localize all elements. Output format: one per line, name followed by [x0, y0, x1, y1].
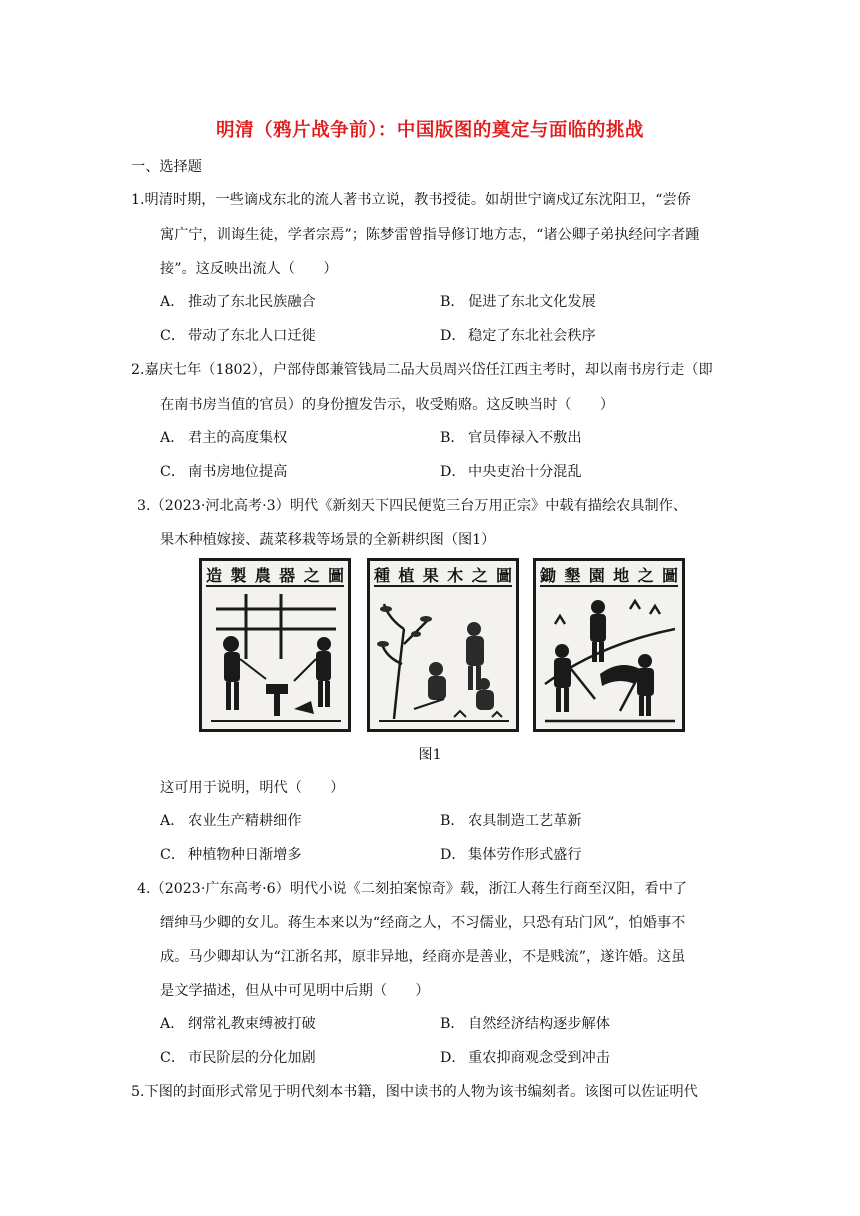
document-title: 明清（鸦片战争前）：中国版图的奠定与面临的挑战: [216, 120, 644, 141]
panel-caption-char: 造: [206, 565, 223, 585]
woodcut-illustration: [374, 589, 514, 727]
panel-caption-char: 園: [588, 565, 605, 585]
panel-caption-char: 墾: [564, 565, 581, 585]
panel-caption-char: 之: [471, 565, 488, 585]
panel-caption-char: 之: [303, 565, 320, 585]
panel-caption-char: 之: [637, 565, 654, 585]
figure-caption: 图1: [418, 747, 442, 763]
question-4-line-4: 是文学描述，但从中可见明中后期（ ）: [160, 983, 430, 999]
question-2-option-a[interactable]: [160, 428, 287, 448]
option-text: 南书房地位提高: [188, 464, 288, 480]
panel-caption-char: 製: [230, 565, 247, 585]
option-key: D．: [440, 464, 466, 480]
panel-caption-char: 木: [447, 565, 464, 585]
section-heading: 一、选择题: [131, 159, 202, 175]
option-text: 自然经济结构逐步解体: [468, 1016, 610, 1032]
option-text: 君主的高度集权: [188, 430, 288, 446]
question-3-line-2: 果木种植嫁接、蔬菜移栽等场景的全新耕织图（图1）: [160, 532, 496, 548]
question-4-option-b[interactable]: [440, 1014, 610, 1034]
option-text: 官员俸禄入不敷出: [468, 430, 582, 446]
option-text: 稳定了东北社会秩序: [468, 328, 596, 344]
option-key: D．: [440, 328, 466, 344]
panel-caption-char: 器: [279, 565, 296, 585]
question-2-option-d[interactable]: [440, 462, 582, 482]
panel-caption-char: 圖: [495, 565, 512, 585]
question-1-option-d[interactable]: [440, 326, 596, 346]
figure-panel-garden-hoeing: [533, 558, 685, 732]
option-key: C．: [160, 847, 186, 863]
option-key: A．: [160, 813, 185, 829]
option-text: 促进了东北文化发展: [468, 294, 596, 310]
option-text: 重农抑商观念受到冲击: [468, 1050, 610, 1066]
question-4-line-3: 成。马少卿却认为“江浙名邦，原非异地，经商亦是善业，不是贱流”，遂许婚。这虽: [160, 949, 686, 965]
option-key: A．: [160, 1016, 185, 1032]
question-4-option-c[interactable]: [160, 1048, 316, 1068]
question-1-option-c[interactable]: [160, 326, 316, 346]
option-text: 中央吏治十分混乱: [468, 464, 582, 480]
question-4-option-d[interactable]: [440, 1048, 610, 1068]
option-text: 集体劳作形式盛行: [468, 847, 582, 863]
question-1-line-1: 1.明清时期，一些谪戍东北的流人著书立说，教书授徒。如胡世宁谪戍辽东沈阳卫，“尝侨: [131, 192, 691, 208]
panel-caption-char: 圖: [661, 565, 678, 585]
question-4-line-1: 4.（2023·广东高考·6）明代小说《二刻拍案惊奇》载，浙江人蒋生行商至汉阳，看中了: [137, 881, 688, 897]
option-text: 带动了东北人口迁徙: [188, 328, 316, 344]
question-4-option-a[interactable]: [160, 1014, 316, 1034]
question-2-option-c[interactable]: [160, 462, 287, 482]
question-1-line-3: 接”。这反映出流人（ ）: [160, 261, 338, 277]
option-key: D．: [440, 847, 466, 863]
option-text: 纲常礼教束缚被打破: [188, 1016, 316, 1032]
option-key: B．: [440, 430, 465, 446]
option-text: 种植物种日渐增多: [188, 847, 302, 863]
option-text: 推动了东北民族融合: [188, 294, 316, 310]
question-3-stem: 这可用于说明，明代（ ）: [160, 780, 345, 796]
question-2-line-2: 在南书房当值的官员）的身份擅发告示，收受贿赂。这反映当时（ ）: [160, 397, 615, 413]
woodcut-illustration: [206, 589, 346, 727]
option-key: C．: [160, 1050, 186, 1066]
question-3-option-c[interactable]: [160, 845, 302, 865]
panel-caption-char: 地: [613, 565, 630, 585]
panel-caption-char: 鋤: [540, 565, 557, 585]
option-text: 市民阶层的分化加剧: [188, 1050, 316, 1066]
question-3-option-d[interactable]: [440, 845, 582, 865]
panel-caption-char: 圖: [327, 565, 344, 585]
question-3-option-a[interactable]: [160, 811, 302, 831]
question-4-line-2: 缙绅马少卿的女儿。蒋生本来以为“经商之人，不习儒业，只恐有玷门风”，怕婚事不: [160, 915, 686, 931]
option-key: D．: [440, 1050, 466, 1066]
question-3-option-b[interactable]: [440, 811, 582, 831]
option-key: A．: [160, 430, 185, 446]
question-3-line-1: 3.（2023·河北高考·3）明代《新刻天下四民便览三台万用正宗》中载有描绘农具制作、: [137, 498, 688, 514]
option-key: B．: [440, 1016, 465, 1032]
option-key: A．: [160, 294, 185, 310]
question-5-line-1: 5.下图的封面形式常见于明代刻本书籍，图中读书的人物为该书编刻者。该图可以佐证明代: [131, 1084, 698, 1100]
panel-caption-char: 植: [398, 565, 415, 585]
question-1-line-2: 寓广宁，训诲生徒，学者宗焉”；陈梦雷曾指导修订地方志，“诸公卿子弟执经问字者踵: [160, 227, 700, 243]
figure-panel-fruit-planting: [367, 558, 519, 732]
option-key: B．: [440, 813, 465, 829]
option-text: 农具制造工艺革新: [468, 813, 582, 829]
panel-caption: [206, 563, 344, 587]
panel-caption: [540, 563, 678, 587]
woodcut-illustration: [540, 589, 680, 727]
question-2-line-1: 2.嘉庆七年（1802），户部侍郎兼管钱局二品大员周兴岱任江西主考时，却以南书房行走（即: [131, 362, 713, 378]
woodblock-figure: [199, 558, 687, 734]
question-2-option-b[interactable]: [440, 428, 582, 448]
panel-caption: [374, 563, 512, 587]
option-key: C．: [160, 328, 186, 344]
option-key: C．: [160, 464, 186, 480]
panel-caption-char: 果: [422, 565, 439, 585]
panel-caption-char: 種: [374, 565, 391, 585]
question-1-option-a[interactable]: [160, 292, 316, 312]
option-text: 农业生产精耕细作: [188, 813, 302, 829]
figure-panel-tool-making: [199, 558, 351, 732]
question-1-option-b[interactable]: [440, 292, 596, 312]
panel-caption-char: 農: [254, 565, 271, 585]
option-key: B．: [440, 294, 465, 310]
